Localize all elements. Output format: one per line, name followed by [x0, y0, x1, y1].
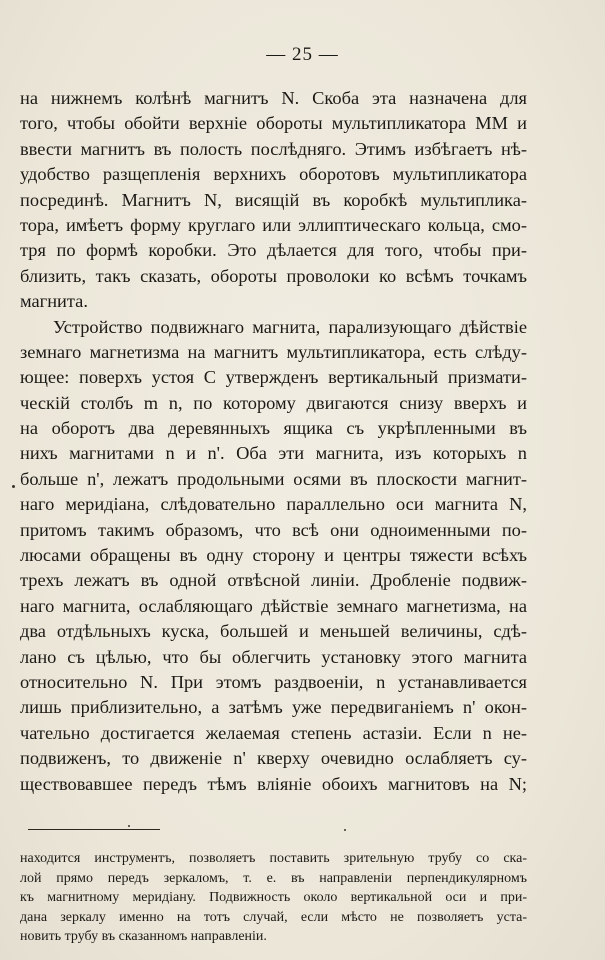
- text-line: ществовавшее передъ тѣмъ вліяніе обоихъ магнитовъ на N;: [20, 773, 527, 794]
- text-line: два отдѣльныхъ куска, большей и меньшей величины, сдѣ-: [20, 621, 527, 642]
- text-line: ческій столбъ m n, по которому двигаются снизу вверхъ и: [20, 392, 527, 413]
- text-line: ющее: поверхъ устоя C утвержденъ вертикальный призмати-: [20, 367, 527, 388]
- ink-speck: [12, 485, 15, 488]
- footnote-line: дана зеркалу именно на тотъ случай, если мѣсто не позволяетъ уста-: [20, 909, 527, 925]
- footnote-line: находится инструментъ, позволяетъ поставить зрительную трубу со ска-: [20, 851, 527, 866]
- text-line: того, чтобы обойти верхніе обороты мультипликатора MM и: [20, 113, 527, 134]
- text-line: относительно N. При этомъ раздвоеніи, n устанавливается: [20, 671, 527, 692]
- text-line: чательно достигается желаемая степень астазіи. Если n не-: [20, 722, 527, 743]
- text-line: лишь приблизительно, а затѣмъ уже передвиганіемъ n' окон-: [20, 697, 527, 718]
- paragraph-end-line: магнита.: [20, 291, 88, 312]
- footnote-line: лой прямо передъ зеркаломъ, т. е. въ направленіи перпендикулярномъ: [20, 870, 527, 886]
- footnote-line: къ магнитному меридіану. Подвижность около вертикальной оси и при-: [20, 890, 527, 905]
- text-line: на оборотъ два деревянныхъ ящика съ укрѣпленными въ: [20, 418, 527, 439]
- main-text: [20, 86, 527, 797]
- text-line: лано съ цѣлью, что бы облегчить установку этого магнита: [20, 646, 527, 667]
- page-number: — 25 —: [266, 44, 339, 65]
- footnote-separator: [28, 829, 160, 830]
- paragraph-first-line: Устройство подвижнаго магнита, парализующаго дѣйствіе: [53, 316, 527, 337]
- text-line: наго меридіана, слѣдовательно параллельно оси магнита N,: [20, 494, 527, 515]
- text-line: тря по формѣ коробки. Это дѣлается для того, чтобы при-: [20, 240, 527, 261]
- text-line: тора, имѣетъ форму круглаго или эллиптическаго кольца, смо-: [20, 214, 527, 235]
- ink-speck: [128, 825, 130, 827]
- text-line: на нижнемъ колѣнѣ магнитъ N. Скоба эта назначена для: [20, 88, 527, 108]
- text-line: притомъ такимъ образомъ, что всѣ они одноименными по-: [20, 519, 527, 540]
- text-line: удобство разщепленія верхнихъ оборотовъ мультипликатора: [20, 164, 527, 185]
- ink-speck: [344, 829, 346, 831]
- footnote: [20, 849, 527, 947]
- footnote-line: новить трубу въ сказанномъ направленіи.: [20, 929, 267, 944]
- text-line: трехъ лежатъ въ одной отвѣсной линіи. Дробленіе подвиж-: [20, 570, 527, 591]
- text-line: нихъ магнитами n и n'. Оба эти магнита, изъ которыхъ n: [20, 443, 527, 464]
- text-line: люсами обращены въ одну сторону и центры тяжести всѣхъ: [20, 545, 527, 566]
- text-line: близить, такъ сказать, обороты проволоки ко всѣмъ точкамъ: [20, 265, 527, 286]
- text-line: ввести магнитъ въ полость послѣдняго. Этимъ избѣгаетъ нѣ-: [20, 138, 527, 159]
- text-line: земнаго магнетизма на магнитъ мультипликатора, есть слѣду-: [20, 341, 527, 362]
- text-line: подвиженъ, то движеніе n' кверху очевидно ослабляетъ су-: [20, 748, 527, 769]
- text-line: больше n', лежатъ продольными осями въ плоскости магнит-: [20, 468, 527, 489]
- text-line: наго магнита, ослабляющаго дѣйствіе земнаго магнетизма, на: [20, 595, 527, 616]
- text-line: посрединѣ. Магнитъ N, висящій въ коробкѣ мультиплика-: [20, 189, 527, 210]
